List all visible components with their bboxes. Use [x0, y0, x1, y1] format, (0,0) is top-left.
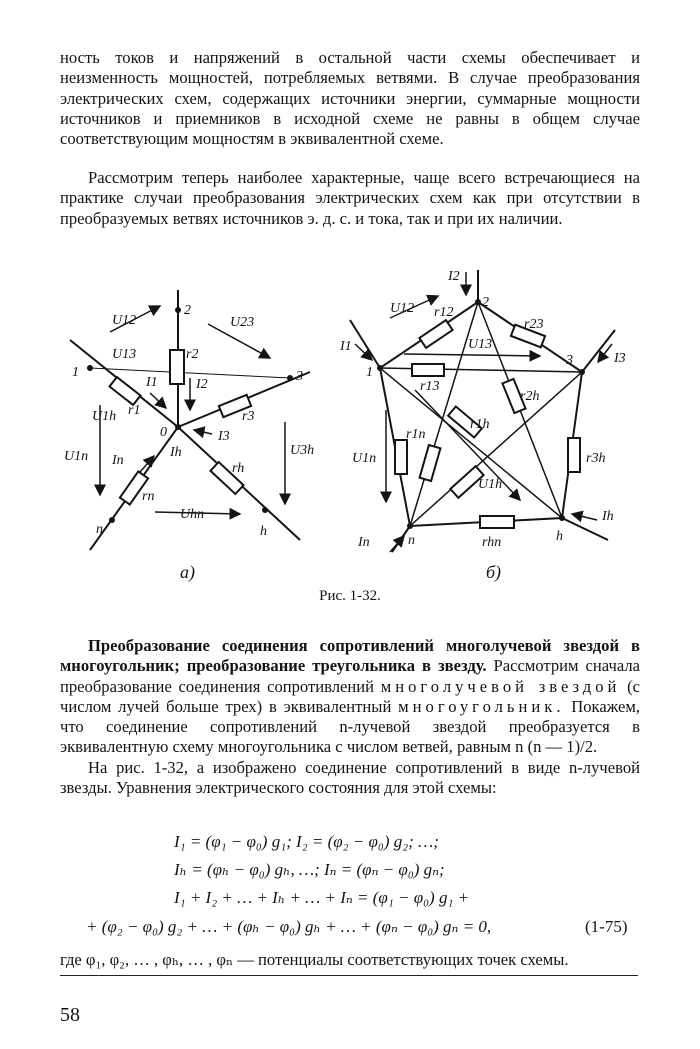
- right-node-h-label: h: [556, 529, 563, 544]
- left-nodes: [87, 307, 293, 523]
- right-i1-label: I1: [340, 339, 352, 354]
- spaced-term-polygon: многоугольник.: [398, 696, 565, 716]
- right-node-1-label: 1: [366, 365, 373, 380]
- right-ih-label: Ih: [602, 509, 614, 524]
- figure-label-a: а): [180, 562, 195, 582]
- closing-text: где φ₁, φ₂, … , φₕ, … , φₙ — потенциалы соответствующих точек схемы.: [60, 950, 569, 969]
- left-rh-label: rh: [232, 461, 245, 476]
- right-u1n-label: U1n: [352, 451, 377, 466]
- equation-number: (1-75): [585, 917, 628, 936]
- paragraph-3: [60, 636, 640, 758]
- left-r2-label: r2: [186, 347, 199, 362]
- left-i2-label: I2: [196, 377, 208, 392]
- left-in-label: In: [112, 453, 124, 468]
- right-r12-label: r12: [434, 305, 454, 320]
- paragraph-3-part-b: (с числом лучей больше трех) в эквивалентный: [60, 676, 640, 716]
- left-u1h-label: U1h: [92, 409, 117, 424]
- left-node-1-label: 1: [72, 365, 79, 380]
- paragraph-4: [60, 758, 640, 799]
- right-u12-label: U12: [390, 301, 415, 316]
- left-r1-label: r1: [128, 403, 141, 418]
- figure-label-b: б): [486, 562, 502, 582]
- left-labels: [64, 303, 314, 539]
- left-i3-label: I3: [218, 429, 230, 444]
- paragraph-3-part-c: Покажем, что соединение сопротивлений n-лучевой звездой преобразуется в эквивалентную схему многоугольника с числом ветвей, равным n (n — 1)/2.: [60, 696, 640, 757]
- right-node-3-label: 3: [566, 353, 573, 368]
- equation-line-3: I₁ + I₂ + … + Iₕ + … + Iₙ = (φ₁ − φ₀) g₁ +: [174, 888, 470, 907]
- left-u1n-label: U1n: [64, 449, 89, 464]
- paragraph-2: [60, 168, 640, 229]
- footer-rule: [60, 975, 638, 976]
- paragraph-1-text: ность токов и напряжений в остальной части схемы обеспечивает и неизменность мощностей, потребляемых ветвями. В случае преобразования электрических схем, содержащих источники энергии, суммарные мощности источников и приемников в исходной схеме не равны в общем случае соответствующим мощностям в эквивалентной схеме.: [60, 48, 640, 149]
- spaced-term-star: многолучевой звездой: [380, 676, 621, 696]
- left-rn-label: rn: [142, 489, 155, 504]
- section-heading: Преобразование соединения сопротивлений многолучевой звездой в многоугольник; преобразование треугольника в звезду.: [60, 636, 640, 676]
- right-r23-label: r23: [524, 317, 544, 332]
- paragraph-3-part-a: Рассмотрим сначала преобразование соединения сопротивлений: [60, 656, 640, 696]
- right-r2h-label: r2h: [520, 389, 540, 404]
- left-node-0-label: 0: [160, 425, 167, 440]
- left-u12-label: U12: [112, 313, 137, 328]
- page-number: 58: [60, 1004, 80, 1026]
- left-node-n-label: n: [96, 522, 103, 537]
- left-u13-label: U13: [112, 347, 137, 362]
- paragraph-2-text: Рассмотрим теперь наиболее характерные, чаще всего встречающиеся на практике случаи преобразования электрических схем как при отсутствии в преобразуемых ветвях источников э. д. с. и тока, так и при их наличии.: [60, 168, 640, 228]
- equation-line-2: Iₕ = (φₕ − φ₀) gₕ, …; Iₙ = (φₙ − φ₀) gₙ;: [174, 860, 445, 879]
- right-i3-label: I3: [614, 351, 626, 366]
- right-i2-label: I2: [448, 269, 460, 284]
- left-u23-label: U23: [230, 315, 255, 330]
- right-r13-label: r13: [420, 379, 440, 394]
- paragraph-4-text: На рис. 1-32, a изображено соединение сопротивлений в виде n-лучевой звезды. Уравнения электрического состояния для этой схемы:: [60, 758, 640, 798]
- figure-caption: Рис. 1-32.: [319, 588, 381, 604]
- left-r3-label: r3: [242, 409, 255, 424]
- paragraph-1: [60, 48, 640, 149]
- right-u13-label: U13: [468, 337, 493, 352]
- left-u3h-label: U3h: [290, 443, 315, 458]
- right-u1h-label: U1h: [478, 477, 503, 492]
- left-node-3-label: 3: [296, 369, 303, 384]
- left-i1-label: I1: [146, 375, 158, 390]
- right-r1h-label: r1h: [470, 417, 490, 432]
- equation-line-4: + (φ₂ − φ₀) g₂ + … + (φₕ − φ₀) gₕ + … + (φₙ − φ₀) gₙ = 0,: [86, 917, 492, 936]
- equation-line-1: I₁ = (φ₁ − φ₀) g₁; I₂ = (φ₂ − φ₀) g₂; …;: [174, 832, 439, 851]
- right-r1n-label: r1n: [406, 427, 426, 442]
- paragraph-3-text: [60, 636, 640, 758]
- right-node-2-label: 2: [482, 295, 489, 310]
- left-node-h-label: h: [260, 524, 267, 539]
- figure-1-32: [0, 250, 700, 610]
- right-nodes: [377, 299, 585, 529]
- right-r3h-label: r3h: [586, 451, 606, 466]
- right-rhn-label: rhn: [482, 535, 502, 550]
- right-in-label: In: [358, 535, 370, 550]
- right-node-n-label: n: [408, 533, 415, 548]
- left-node-2-label: 2: [184, 303, 191, 318]
- left-uhn-label: Uhn: [180, 507, 205, 522]
- left-ih-label: Ih: [170, 445, 182, 460]
